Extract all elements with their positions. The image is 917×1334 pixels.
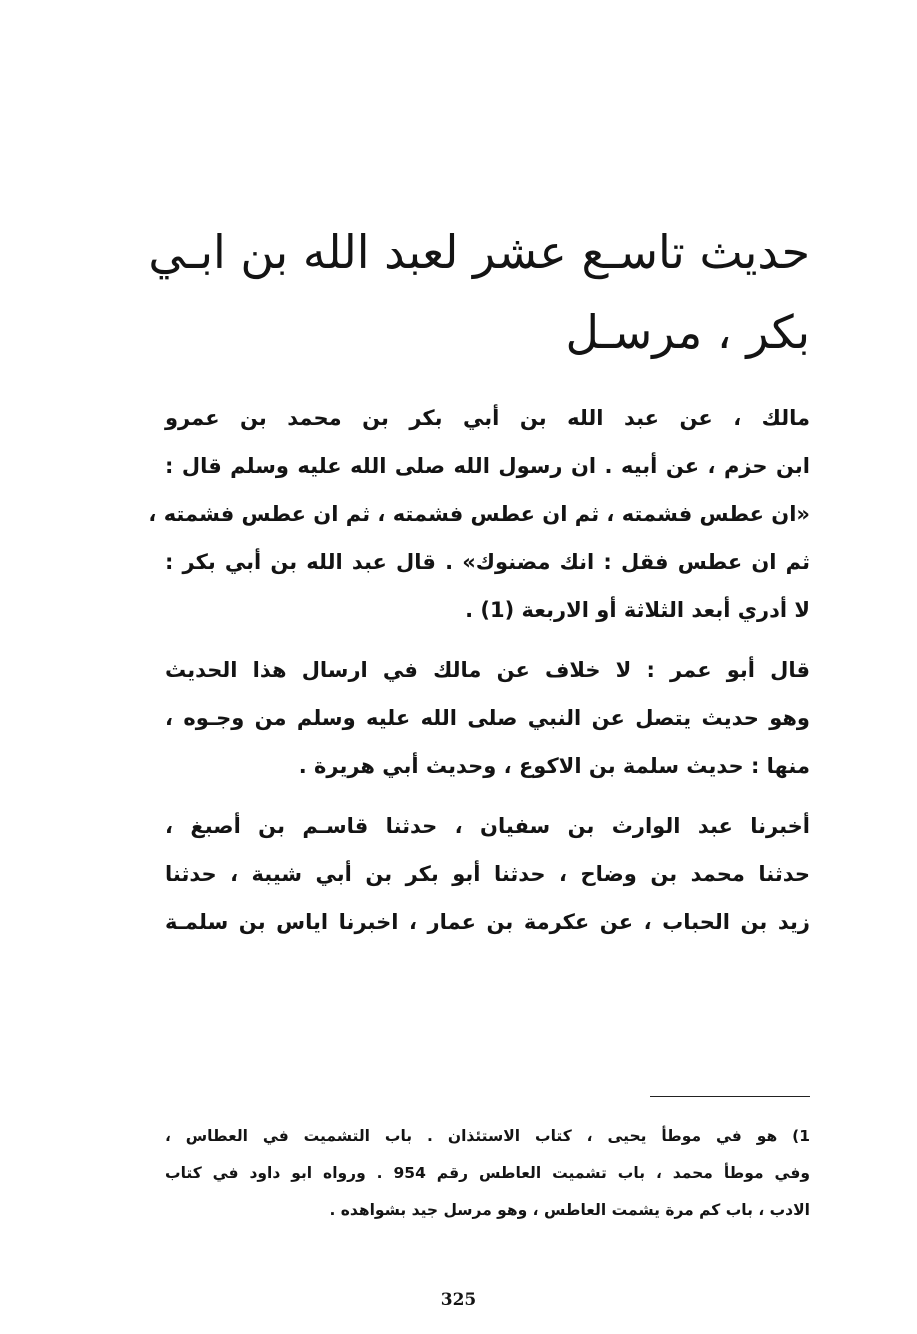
footnote-line: وفي موطأ محمد ، باب تشميت العاطس رقم 954 . ورواه ابو داود في كتاب xyxy=(165,1164,810,1182)
heading-line: بكر ، مرسـل xyxy=(565,305,810,359)
text-line: ابن حزم ، عن أبيه . ان رسول الله صلى الله عليه وسلم قال : xyxy=(165,454,810,478)
text-line: منها : حديث سلمة بن الاكوع ، وحديث أبي هريرة . xyxy=(298,754,810,778)
footnote xyxy=(165,1118,810,1229)
paragraph-commentary xyxy=(165,646,810,790)
text-line: «ان عطس فشمته ، ثم ان عطس فشمته ، ثم ان عطس فشمته ، xyxy=(148,502,810,526)
text-line: وهو حديث يتصل عن النبي صلى الله عليه وسلم من وجـوه ، xyxy=(165,706,810,730)
paragraph-isnad xyxy=(165,802,810,946)
heading-line: حديث تاسـع عشر لعبد الله بن ابـي xyxy=(148,225,810,279)
text-line: ثم ان عطس فقل : انك مضنوك» . قال عبد الله بن أبي بكر : xyxy=(165,550,810,574)
footnote-divider xyxy=(650,1096,810,1097)
text-line: قال أبو عمر : لا خلاف عن مالك في ارسال هذا الحديث xyxy=(165,658,810,682)
text-line: أخبرنا عبد الوارث بن سفيان ، حدثنا قاسـم بن أصبغ ، xyxy=(165,814,810,838)
text-line: زيد بن الحباب ، عن عكرمة بن عمار ، اخبرنا اياس بن سلمـة xyxy=(165,910,810,934)
text-line: مالك ، عن عبد الله بن أبي بكر بن محمد بن عمرو xyxy=(165,406,810,430)
paragraph-hadith-text xyxy=(148,394,810,634)
text-line: لا أدري أبعد الثلاثة أو الاربعة (1) . xyxy=(465,598,810,622)
chapter-heading xyxy=(148,212,810,372)
text-line: حدثنا محمد بن وضاح ، حدثنا أبو بكر بن أبي شيبة ، حدثنا xyxy=(165,862,810,886)
page-number: 325 xyxy=(440,1290,477,1310)
footnote-line: الادب ، باب كم مرة يشمت العاطس ، وهو مرسل جيد بشواهده . xyxy=(329,1201,810,1219)
footnote-line: 1) هو في موطأ يحيى ، كتاب الاستئذان . باب التشميت في العطاس ، xyxy=(165,1127,810,1145)
